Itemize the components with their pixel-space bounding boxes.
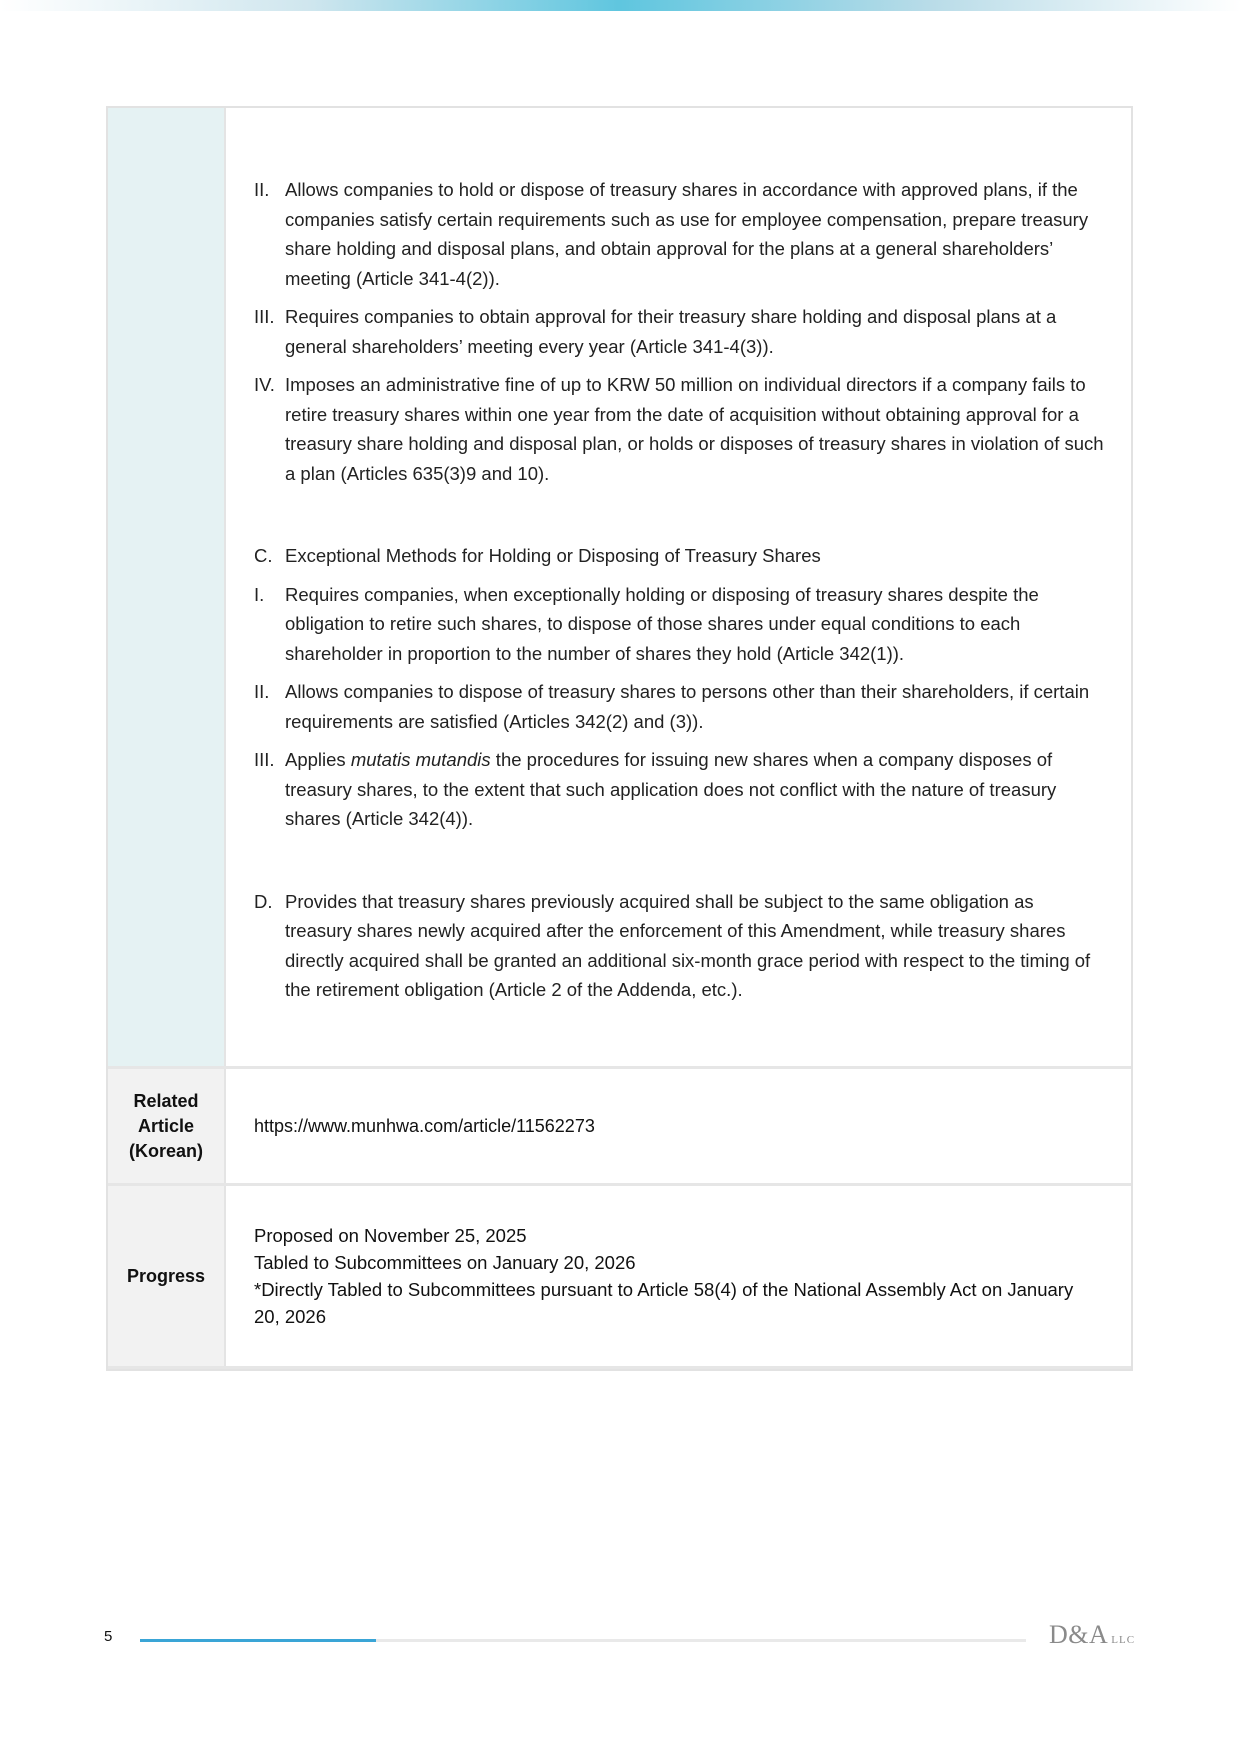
list-item-number: IV. xyxy=(254,374,275,395)
progress-line: *Directly Tabled to Subcommittees pursuant to Article 58(4) of the National Assembly Act on January 20, 2026 xyxy=(254,1279,1074,1327)
text-segment: the procedures for issuing new shares when a company disposes of treasury shares, to the extent that such application does not conflict with the nature of treasury shares (Article 342(4)). xyxy=(285,749,1057,829)
list-item xyxy=(254,370,1105,488)
list-item xyxy=(254,580,1105,669)
section-spacer xyxy=(254,843,1105,887)
footer-rule xyxy=(140,1639,1026,1642)
progress-line: Proposed on November 25, 2025 xyxy=(254,1225,527,1246)
article-link[interactable]: https://www.munhwa.com/article/11562273 xyxy=(254,1115,595,1136)
list-item-number: III. xyxy=(254,749,275,770)
list-item xyxy=(254,677,1105,736)
label-line: Article xyxy=(137,1115,194,1136)
table-row-details xyxy=(108,108,1131,1066)
list-item xyxy=(254,745,1105,834)
section-spacer xyxy=(254,497,1105,541)
section-item xyxy=(254,887,1105,1005)
row-label-progress: Progress xyxy=(108,1186,226,1366)
list-item-text: Imposes an administrative fine of up to KRW 50 million on individual directors if a company fails to retire treasury shares within one year from the date of acquisition without obtaining approval for a treasury share holding and disposal plan, or holds or disposes of treasury shares in violation of such a plan (Articles 635(3)9 and 10). xyxy=(285,374,1104,484)
list-item xyxy=(254,175,1105,293)
top-gradient-band xyxy=(0,0,1241,11)
text-segment: Applies xyxy=(285,749,351,770)
section-heading xyxy=(254,541,1105,571)
progress-content xyxy=(226,1186,1131,1366)
table-row-progress xyxy=(108,1183,1131,1366)
list-item-text xyxy=(285,745,1105,834)
logo-suffix: LLC xyxy=(1111,1634,1136,1646)
row-label-related-article xyxy=(108,1069,226,1183)
details-content xyxy=(226,108,1131,1066)
section-letter: D. xyxy=(254,890,273,912)
table-bottom-rule xyxy=(108,1366,1131,1369)
company-logo xyxy=(1049,1620,1135,1650)
list-item-number: II. xyxy=(254,179,270,200)
page-footer xyxy=(0,1620,1241,1660)
table-row-related-article xyxy=(108,1066,1131,1183)
related-article-content xyxy=(226,1069,1131,1183)
list-item-text: Requires companies to obtain approval for their treasury share holding and disposal plans at a general shareholders’ meeting every year (Article 341-4(3)). xyxy=(285,306,1057,357)
italic-term: mutatis mutandis xyxy=(350,749,491,770)
list-item-text: Provides that treasury shares previously acquired shall be subject to the same obligation as treasury shares newly acquired after the enforcement of this Amendment, while treasury shares directly acquired shall be granted an additional six-month grace period with respect to the timing of the retirement obligation (Article 2 of the Addenda, etc.). xyxy=(285,890,1091,1000)
list-item-text: Allows companies to hold or dispose of treasury shares in accordance with approved plans, if the companies satisfy certain requirements such as use for employee compensation, prepare treasury share holding and disposal plans, and obtain approval for the plans at a general shareholders’ meeting (Article 341-4(2)). xyxy=(285,179,1089,289)
label-line: (Korean) xyxy=(128,1140,203,1161)
list-item-number: I. xyxy=(254,583,265,605)
label-line: Related xyxy=(133,1090,199,1111)
logo-text: D&A xyxy=(1049,1620,1109,1649)
list-item xyxy=(254,302,1105,361)
row-label-empty xyxy=(108,108,226,1066)
content-table xyxy=(106,106,1133,1371)
section-letter: C. xyxy=(254,545,273,566)
list-item-number: II. xyxy=(254,681,270,702)
section-title: Exceptional Methods for Holding or Disposing of Treasury Shares xyxy=(285,545,821,566)
list-item-number: III. xyxy=(254,306,275,327)
footer-progress-indicator xyxy=(140,1639,376,1642)
list-item-text: Allows companies to dispose of treasury shares to persons other than their shareholders, if certain requirements are satisfied (Articles 342(2) and (3)). xyxy=(285,681,1090,732)
progress-line: Tabled to Subcommittees on January 20, 2026 xyxy=(254,1252,636,1273)
list-item-text: Requires companies, when exceptionally holding or disposing of treasury shares despite the obligation to retire such shares, to dispose of those shares under equal conditions to each shareholder in proportion to the number of shares they hold (Article 342(1)). xyxy=(285,583,1039,664)
page-number: 5 xyxy=(104,1628,113,1645)
